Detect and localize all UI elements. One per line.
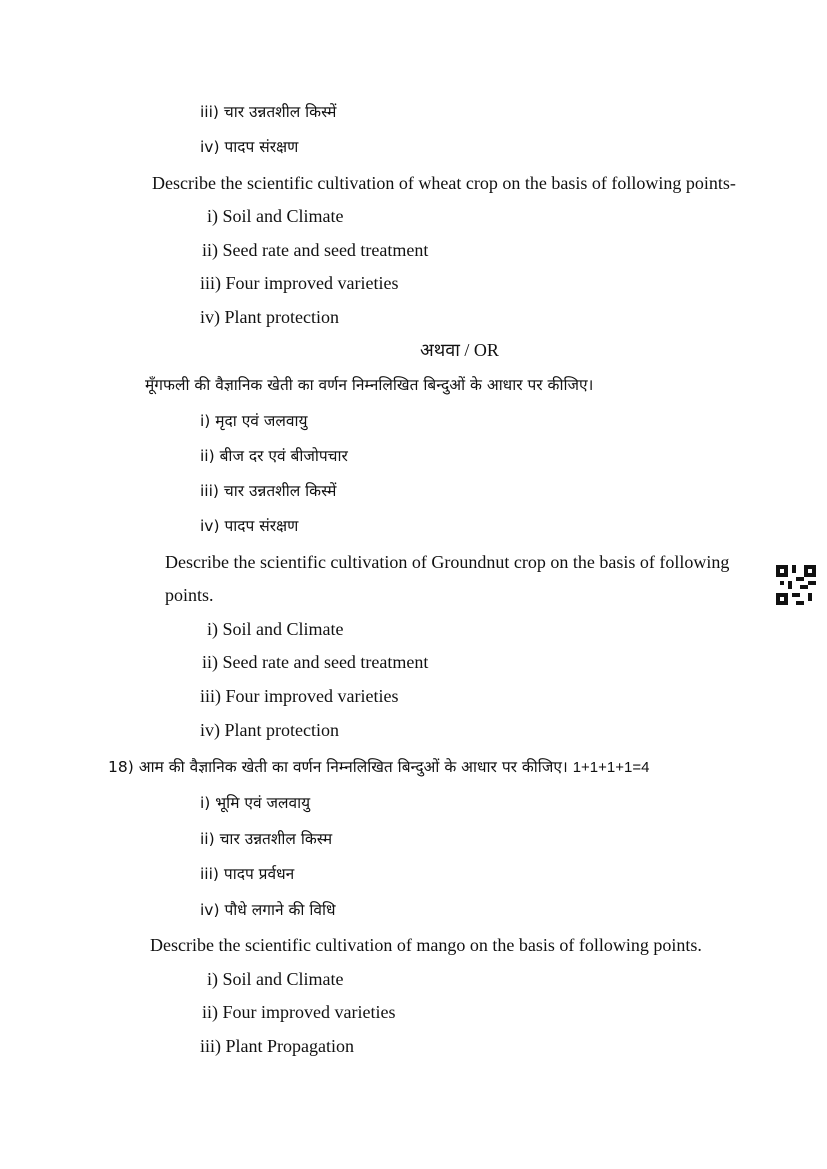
list-item: iv) पादप संरक्षण xyxy=(200,517,299,535)
list-item: iii) चार उन्नतशील किस्में xyxy=(200,103,337,121)
list-item: iii) Plant Propagation xyxy=(200,1036,354,1056)
question-prompt: Describe the scientific cultivation of Groundnut crop on the basis of following xyxy=(165,552,730,572)
list-item: i) भूमि एवं जलवायु xyxy=(200,794,311,812)
list-item: ii) बीज दर एवं बीजोपचार xyxy=(200,447,348,465)
list-item: iv) Plant protection xyxy=(200,720,339,740)
list-item: iii) पादप प्रर्वधन xyxy=(200,865,295,883)
question-prompt: मूँगफली की वैज्ञानिक खेती का वर्णन निम्नलिखित बिन्दुओं के आधार पर कीजिए। xyxy=(145,376,594,394)
question-prompt: Describe the scientific cultivation of wheat crop on the basis of following points- xyxy=(152,173,736,193)
list-item: iii) चार उन्नतशील किस्में xyxy=(200,482,337,500)
or-separator: अथवा / OR xyxy=(420,340,499,360)
qr-code-icon xyxy=(776,565,816,605)
list-item: iv) Plant protection xyxy=(200,307,339,327)
list-item: i) Soil and Climate xyxy=(207,619,344,639)
question-prompt xyxy=(108,756,649,779)
list-item: iii) Four improved varieties xyxy=(200,686,399,706)
list-item: ii) Seed rate and seed treatment xyxy=(202,652,429,672)
list-item: i) Soil and Climate xyxy=(207,206,344,226)
list-item: ii) चार उन्नतशील किस्म xyxy=(200,830,333,848)
list-item: ii) Seed rate and seed treatment xyxy=(202,240,429,260)
marks-label: 1+1+1+1=4 xyxy=(572,759,650,776)
list-item: iv) पौधे लगाने की विधि xyxy=(200,901,336,919)
list-item: ii) Four improved varieties xyxy=(202,1002,396,1022)
list-item: i) Soil and Climate xyxy=(207,969,344,989)
list-item: iii) Four improved varieties xyxy=(200,273,399,293)
question-prompt: points. xyxy=(165,585,214,605)
list-item: iv) पादप संरक्षण xyxy=(200,138,299,156)
question-prompt: Describe the scientific cultivation of mango on the basis of following points. xyxy=(150,935,702,955)
list-item: i) मृदा एवं जलवायु xyxy=(200,412,308,430)
question-text: 18) आम की वैज्ञानिक खेती का वर्णन निम्नलिखित बिन्दुओं के आधार पर कीजिए। xyxy=(108,758,568,776)
